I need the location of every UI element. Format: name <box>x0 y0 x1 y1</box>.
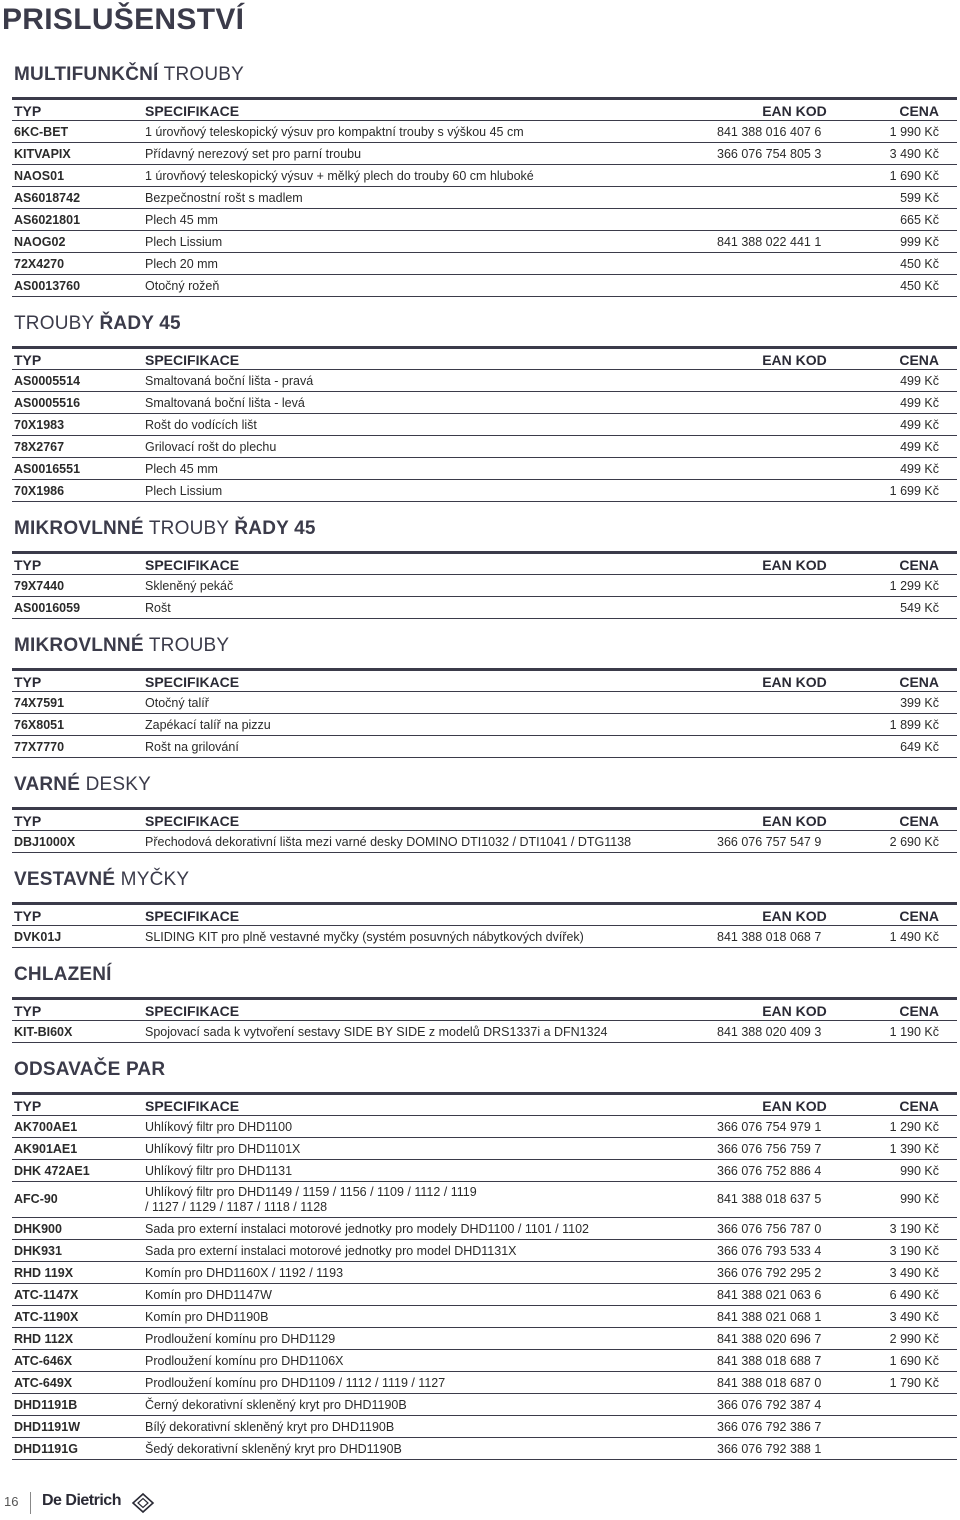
table-row <box>12 575 957 597</box>
product-section <box>12 962 957 1043</box>
price: 990 Kč <box>872 1160 957 1182</box>
product-code: KIT-BI60X <box>12 1021 145 1043</box>
product-specification: Rošt do vodících lišt <box>145 414 717 436</box>
product-specification: Plech Lissium <box>145 480 717 502</box>
accessories-table <box>12 902 957 948</box>
price: 499 Kč <box>872 370 957 392</box>
accessories-table <box>12 346 957 502</box>
table-row <box>12 1021 957 1043</box>
table-row <box>12 1350 957 1372</box>
price: 1 690 Kč <box>872 165 957 187</box>
ean-code: 841 388 016 407 6 <box>717 121 872 143</box>
product-code: 72X4270 <box>12 253 145 275</box>
price: 1 699 Kč <box>872 480 957 502</box>
ean-code: 366 076 792 388 1 <box>717 1438 872 1460</box>
ean-code <box>717 187 872 209</box>
table-header-row <box>12 348 957 370</box>
product-section <box>12 772 957 853</box>
table-row <box>12 1182 957 1218</box>
product-specification: Uhlíkový filtr pro DHD1100 <box>145 1116 717 1138</box>
table-row <box>12 831 957 853</box>
table-row <box>12 1416 957 1438</box>
table-header-row <box>12 553 957 575</box>
product-code: ATC-1147X <box>12 1284 145 1306</box>
price: 1 390 Kč <box>872 1138 957 1160</box>
price: 1 899 Kč <box>872 714 957 736</box>
product-code: 79X7440 <box>12 575 145 597</box>
column-header-spec: SPECIFIKACE <box>145 670 717 692</box>
price: 499 Kč <box>872 436 957 458</box>
price: 3 490 Kč <box>872 1262 957 1284</box>
accessories-table <box>12 807 957 853</box>
accessories-table <box>12 551 957 619</box>
section-title <box>14 772 957 798</box>
column-header-cena: CENA <box>872 999 957 1021</box>
section-title-part: MYČKY <box>115 869 190 890</box>
table-row <box>12 231 957 253</box>
column-header-ean: EAN KOD <box>717 999 872 1021</box>
ean-code: 841 388 022 441 1 <box>717 231 872 253</box>
column-header-typ: TYP <box>12 553 145 575</box>
product-code: 70X1983 <box>12 414 145 436</box>
product-section <box>12 633 957 758</box>
table-row <box>12 436 957 458</box>
ean-code <box>717 392 872 414</box>
price: 6 490 Kč <box>872 1284 957 1306</box>
ean-code <box>717 597 872 619</box>
section-title <box>14 311 957 337</box>
table-row <box>12 1306 957 1328</box>
table-row <box>12 187 957 209</box>
ean-code <box>717 692 872 714</box>
section-title-part: TROUBY <box>158 64 245 85</box>
product-specification: Plech 45 mm <box>145 209 717 231</box>
accessories-table <box>12 97 957 297</box>
column-header-cena: CENA <box>872 553 957 575</box>
product-specification: Rošt na grilování <box>145 736 717 758</box>
section-title-part: MULTIFUNKČNÍ <box>14 64 159 85</box>
section-title-part: VESTAVNÉ <box>14 869 116 890</box>
product-specification: Uhlíkový filtr pro DHD1149 / 1159 / 1156 / 1109 / 1112 / 1119 / 1127 / 1129 / 1187 / 1118 / 1128 <box>145 1182 717 1218</box>
product-code: DHD1191B <box>12 1394 145 1416</box>
price <box>872 1416 957 1438</box>
ean-code: 841 388 018 637 5 <box>717 1182 872 1218</box>
column-header-ean: EAN KOD <box>717 553 872 575</box>
ean-code <box>717 480 872 502</box>
product-specification: Skleněný pekáč <box>145 575 717 597</box>
price: 990 Kč <box>872 1182 957 1218</box>
table-row <box>12 392 957 414</box>
table-row <box>12 1394 957 1416</box>
column-header-typ: TYP <box>12 809 145 831</box>
page-number: 16 <box>4 1494 19 1509</box>
section-title-part: VARNÉ <box>14 774 81 795</box>
price: 1 990 Kč <box>872 121 957 143</box>
ean-code: 841 388 021 068 1 <box>717 1306 872 1328</box>
table-row <box>12 1218 957 1240</box>
product-specification: Uhlíkový filtr pro DHD1101X <box>145 1138 717 1160</box>
section-title <box>14 1057 957 1083</box>
ean-code <box>717 714 872 736</box>
price: 1 290 Kč <box>872 1116 957 1138</box>
price: 549 Kč <box>872 597 957 619</box>
price: 1 490 Kč <box>872 926 957 948</box>
section-title <box>14 867 957 893</box>
product-code: AS0005516 <box>12 392 145 414</box>
product-specification: Sada pro externí instalaci motorové jednotky pro modely DHD1100 / 1101 / 1102 <box>145 1218 717 1240</box>
section-title-part: CHLAZENÍ <box>14 964 112 985</box>
column-header-spec: SPECIFIKACE <box>145 904 717 926</box>
section-title-part: TROUBY <box>143 635 230 656</box>
table-header-row <box>12 1094 957 1116</box>
product-specification: Prodloužení komínu pro DHD1106X <box>145 1350 717 1372</box>
accessories-table <box>12 668 957 758</box>
table-row <box>12 1284 957 1306</box>
price: 399 Kč <box>872 692 957 714</box>
column-header-typ: TYP <box>12 1094 145 1116</box>
product-specification: Plech 45 mm <box>145 458 717 480</box>
table-row <box>12 480 957 502</box>
product-specification: Přechodová dekorativní lišta mezi varné desky DOMINO DTI1032 / DTI1041 / DTG1138 <box>145 831 717 853</box>
price: 2 990 Kč <box>872 1328 957 1350</box>
product-specification: Smaltovaná boční lišta - levá <box>145 392 717 414</box>
price: 450 Kč <box>872 253 957 275</box>
section-title <box>14 633 957 659</box>
section-title-part: TROUBY <box>14 313 100 334</box>
product-code: AK700AE1 <box>12 1116 145 1138</box>
section-title <box>14 516 957 542</box>
table-row <box>12 597 957 619</box>
section-title-part: DESKY <box>80 774 152 795</box>
table-row <box>12 1438 957 1460</box>
price: 999 Kč <box>872 231 957 253</box>
product-specification: Šedý dekorativní skleněný kryt pro DHD1190B <box>145 1438 717 1460</box>
product-specification: Otočný rožeň <box>145 275 717 297</box>
table-row <box>12 692 957 714</box>
table-header-row <box>12 999 957 1021</box>
footer-divider <box>30 1492 31 1514</box>
section-title-part: ŘADY 45 <box>234 518 316 539</box>
product-specification: Spojovací sada k vytvoření sestavy SIDE BY SIDE z modelů DRS1337i a DFN1324 <box>145 1021 717 1043</box>
column-header-ean: EAN KOD <box>717 99 872 121</box>
product-specification: SLIDING KIT pro plně vestavné myčky (systém posuvných nábytkových dvířek) <box>145 926 717 948</box>
product-section <box>12 867 957 948</box>
ean-code: 841 388 020 409 3 <box>717 1021 872 1043</box>
product-code: DHD1191W <box>12 1416 145 1438</box>
ean-code: 841 388 018 688 7 <box>717 1350 872 1372</box>
ean-code: 366 076 754 979 1 <box>717 1116 872 1138</box>
column-header-cena: CENA <box>872 348 957 370</box>
column-header-typ: TYP <box>12 999 145 1021</box>
ean-code <box>717 209 872 231</box>
ean-code: 841 388 020 696 7 <box>717 1328 872 1350</box>
ean-code: 366 076 756 787 0 <box>717 1218 872 1240</box>
table-row <box>12 1116 957 1138</box>
product-code: DHK 472AE1 <box>12 1160 145 1182</box>
product-code: DHD1191G <box>12 1438 145 1460</box>
product-specification: Komín pro DHD1190B <box>145 1306 717 1328</box>
table-row <box>12 253 957 275</box>
section-title-part: ODSAVAČE PAR <box>14 1059 166 1080</box>
product-code: 76X8051 <box>12 714 145 736</box>
page-footer <box>0 1490 960 1520</box>
product-code: AS0013760 <box>12 275 145 297</box>
table-row <box>12 121 957 143</box>
column-header-ean: EAN KOD <box>717 809 872 831</box>
table-header-row <box>12 99 957 121</box>
price: 1 299 Kč <box>872 575 957 597</box>
product-code: KITVAPIX <box>12 143 145 165</box>
brand-diamond-icon <box>131 1492 155 1514</box>
column-header-typ: TYP <box>12 99 145 121</box>
price: 599 Kč <box>872 187 957 209</box>
table-row <box>12 736 957 758</box>
product-specification: Černý dekorativní skleněný kryt pro DHD1190B <box>145 1394 717 1416</box>
price: 1 690 Kč <box>872 1350 957 1372</box>
ean-code: 366 076 792 295 2 <box>717 1262 872 1284</box>
table-row <box>12 714 957 736</box>
ean-code: 841 388 018 068 7 <box>717 926 872 948</box>
ean-code: 366 076 756 759 7 <box>717 1138 872 1160</box>
column-header-spec: SPECIFIKACE <box>145 553 717 575</box>
table-row <box>12 1138 957 1160</box>
product-code: AS0016059 <box>12 597 145 619</box>
product-code: NAOS01 <box>12 165 145 187</box>
column-header-typ: TYP <box>12 670 145 692</box>
product-specification: Bezpečnostní rošt s madlem <box>145 187 717 209</box>
product-code: AS6018742 <box>12 187 145 209</box>
section-title-part: MIKROVLNNÉ <box>14 635 144 656</box>
ean-code: 366 076 754 805 3 <box>717 143 872 165</box>
column-header-cena: CENA <box>872 904 957 926</box>
product-code: 77X7770 <box>12 736 145 758</box>
product-section <box>12 1057 957 1460</box>
product-specification: Komín pro DHD1147W <box>145 1284 717 1306</box>
brand-logo-text: De Dietrich <box>42 1492 121 1509</box>
price <box>872 1438 957 1460</box>
table-row <box>12 1240 957 1262</box>
product-specification: Prodloužení komínu pro DHD1109 / 1112 / 1119 / 1127 <box>145 1372 717 1394</box>
ean-code <box>717 370 872 392</box>
table-row <box>12 926 957 948</box>
product-specification: Plech Lissium <box>145 231 717 253</box>
column-header-ean: EAN KOD <box>717 348 872 370</box>
product-specification: 1 úrovňový teleskopický výsuv + mělký plech do trouby 60 cm hluboké <box>145 165 717 187</box>
table-row <box>12 1372 957 1394</box>
column-header-spec: SPECIFIKACE <box>145 348 717 370</box>
product-specification: Smaltovaná boční lišta - pravá <box>145 370 717 392</box>
ean-code: 841 388 018 687 0 <box>717 1372 872 1394</box>
product-specification: Sada pro externí instalaci motorové jednotky pro model DHD1131X <box>145 1240 717 1262</box>
table-row <box>12 1262 957 1284</box>
table-header-row <box>12 670 957 692</box>
price: 450 Kč <box>872 275 957 297</box>
product-code: ATC-1190X <box>12 1306 145 1328</box>
table-header-row <box>12 809 957 831</box>
product-code: AS6021801 <box>12 209 145 231</box>
product-code: DHK931 <box>12 1240 145 1262</box>
product-specification: Otočný talíř <box>145 692 717 714</box>
price: 3 190 Kč <box>872 1218 957 1240</box>
price: 1 190 Kč <box>872 1021 957 1043</box>
column-header-typ: TYP <box>12 904 145 926</box>
column-header-ean: EAN KOD <box>717 904 872 926</box>
price: 3 490 Kč <box>872 143 957 165</box>
price: 649 Kč <box>872 736 957 758</box>
table-row <box>12 370 957 392</box>
section-title-part: ŘADY 45 <box>99 313 181 334</box>
catalog-sections <box>0 62 960 1460</box>
product-code: NAOG02 <box>12 231 145 253</box>
ean-code: 366 076 792 386 7 <box>717 1416 872 1438</box>
ean-code <box>717 253 872 275</box>
column-header-spec: SPECIFIKACE <box>145 999 717 1021</box>
price: 665 Kč <box>872 209 957 231</box>
product-specification: Grilovací rošt do plechu <box>145 436 717 458</box>
price: 3 190 Kč <box>872 1240 957 1262</box>
ean-code <box>717 275 872 297</box>
table-row <box>12 458 957 480</box>
table-row <box>12 1328 957 1350</box>
table-row <box>12 1160 957 1182</box>
product-specification: Přídavný nerezový set pro parní troubu <box>145 143 717 165</box>
accessories-table <box>12 1092 957 1460</box>
product-specification: Uhlíkový filtr pro DHD1131 <box>145 1160 717 1182</box>
column-header-cena: CENA <box>872 1094 957 1116</box>
table-row <box>12 143 957 165</box>
ean-code <box>717 165 872 187</box>
table-row <box>12 165 957 187</box>
column-header-spec: SPECIFIKACE <box>145 99 717 121</box>
ean-code: 841 388 021 063 6 <box>717 1284 872 1306</box>
column-header-cena: CENA <box>872 670 957 692</box>
product-code: ATC-646X <box>12 1350 145 1372</box>
product-code: AK901AE1 <box>12 1138 145 1160</box>
product-section <box>12 516 957 619</box>
column-header-ean: EAN KOD <box>717 670 872 692</box>
column-header-spec: SPECIFIKACE <box>145 1094 717 1116</box>
column-header-ean: EAN KOD <box>717 1094 872 1116</box>
product-section <box>12 62 957 297</box>
product-code: 74X7591 <box>12 692 145 714</box>
product-specification: Zapékací talíř na pizzu <box>145 714 717 736</box>
product-specification: Plech 20 mm <box>145 253 717 275</box>
column-header-typ: TYP <box>12 348 145 370</box>
section-title <box>14 62 957 88</box>
table-header-row <box>12 904 957 926</box>
product-code: DBJ1000X <box>12 831 145 853</box>
product-specification: Rošt <box>145 597 717 619</box>
product-code: 6KC-BET <box>12 121 145 143</box>
table-row <box>12 209 957 231</box>
ean-code: 366 076 792 387 4 <box>717 1394 872 1416</box>
product-specification: Prodloužení komínu pro DHD1129 <box>145 1328 717 1350</box>
ean-code: 366 076 793 533 4 <box>717 1240 872 1262</box>
ean-code <box>717 575 872 597</box>
product-code: AS0016551 <box>12 458 145 480</box>
ean-code <box>717 414 872 436</box>
product-code: RHD 119X <box>12 1262 145 1284</box>
accessories-table <box>12 997 957 1043</box>
product-code: RHD 112X <box>12 1328 145 1350</box>
product-specification: Bílý dekorativní skleněný kryt pro DHD1190B <box>145 1416 717 1438</box>
product-code: 78X2767 <box>12 436 145 458</box>
product-code: AS0005514 <box>12 370 145 392</box>
ean-code <box>717 436 872 458</box>
product-code: DVK01J <box>12 926 145 948</box>
price <box>872 1394 957 1416</box>
product-specification: Komín pro DHD1160X / 1192 / 1193 <box>145 1262 717 1284</box>
product-code: AFC-90 <box>12 1182 145 1218</box>
table-row <box>12 414 957 436</box>
ean-code <box>717 736 872 758</box>
ean-code <box>717 458 872 480</box>
price: 3 490 Kč <box>872 1306 957 1328</box>
column-header-cena: CENA <box>872 99 957 121</box>
price: 1 790 Kč <box>872 1372 957 1394</box>
price: 499 Kč <box>872 458 957 480</box>
product-code: ATC-649X <box>12 1372 145 1394</box>
product-specification: 1 úrovňový teleskopický výsuv pro kompaktní trouby s výškou 45 cm <box>145 121 717 143</box>
page-title: PRISLUŠENSTVÍ <box>2 3 245 36</box>
price: 499 Kč <box>872 392 957 414</box>
product-code: 70X1986 <box>12 480 145 502</box>
section-title-part: MIKROVLNNÉ <box>14 518 144 539</box>
price: 2 690 Kč <box>872 831 957 853</box>
column-header-cena: CENA <box>872 809 957 831</box>
column-header-spec: SPECIFIKACE <box>145 809 717 831</box>
section-title-part: TROUBY <box>143 518 235 539</box>
ean-code: 366 076 752 886 4 <box>717 1160 872 1182</box>
section-title <box>14 962 957 988</box>
product-code: DHK900 <box>12 1218 145 1240</box>
price: 499 Kč <box>872 414 957 436</box>
table-row <box>12 275 957 297</box>
ean-code: 366 076 757 547 9 <box>717 831 872 853</box>
product-section <box>12 311 957 502</box>
